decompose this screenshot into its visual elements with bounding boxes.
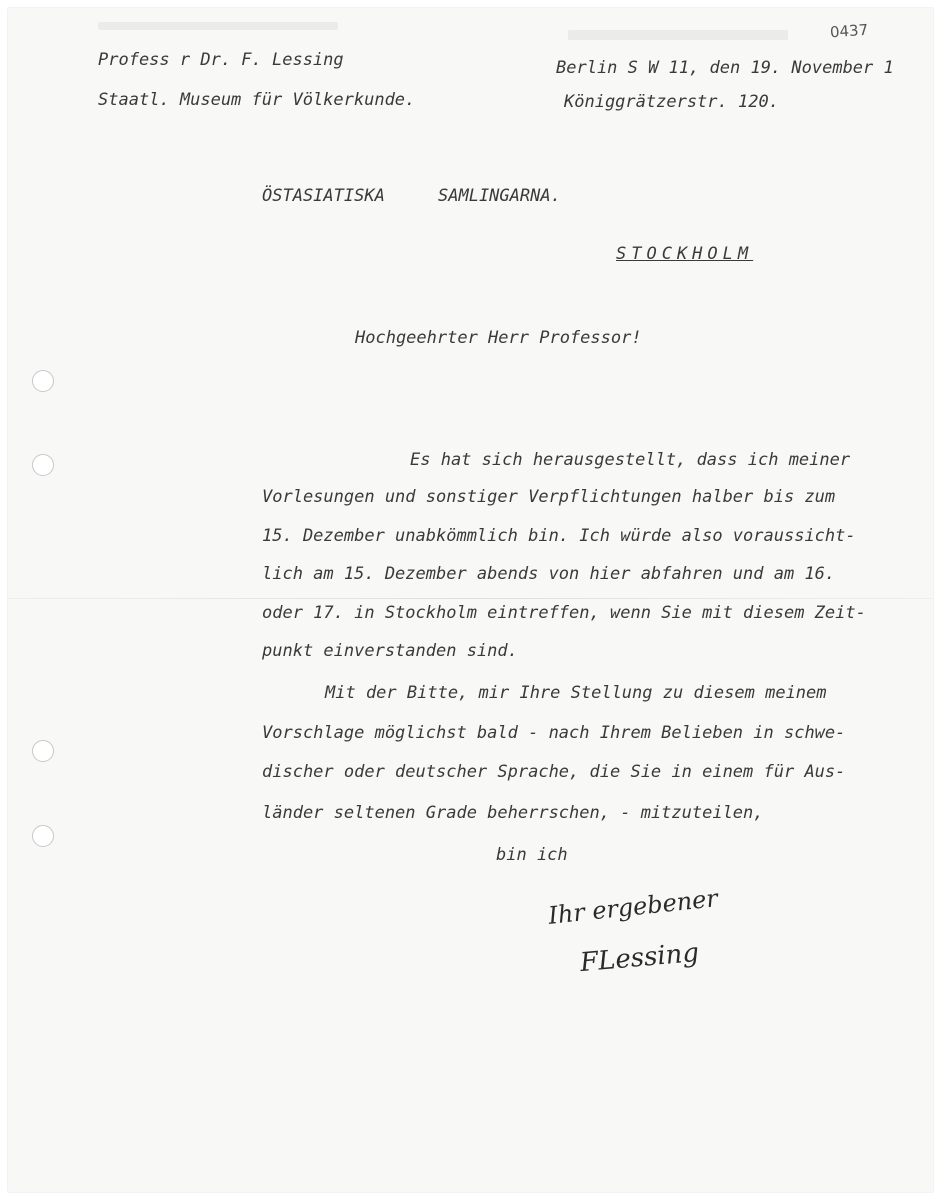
body-line: discher oder deutscher Sprache, die Sie in einem für Aus- [262, 762, 846, 782]
recipient-line-b: SAMLINGARNA. [438, 186, 561, 206]
body-line: 15. Dezember unabkömmlich bin. Ich würde also voraussicht- [262, 526, 856, 546]
recipient-city: STOCKHOLM [616, 244, 754, 264]
letterhead-institution: Staatl. Museum für Völkerkunde. [98, 90, 416, 110]
punch-hole [32, 825, 54, 847]
body-line: Mit der Bitte, mir Ihre Stellung zu diesem meinem [325, 683, 827, 703]
body-line: Vorschlage möglichst bald - nach Ihrem Belieben in schwe- [262, 723, 846, 743]
salutation: Hochgeehrter Herr Professor! [355, 328, 642, 348]
body-line: länder seltenen Grade beherrschen, - mitzuteilen, [262, 803, 764, 823]
recipient-line-a: ÖSTASIATISKA [262, 186, 385, 206]
letterhead-place-date: Berlin S W 11, den 19. November 1 [556, 58, 894, 78]
body-line: Vorlesungen und sonstiger Verpflichtungen halber bis zum [262, 487, 836, 507]
punch-hole [32, 740, 54, 762]
signature-closing: Ihr ergebener [547, 884, 719, 930]
letterhead-address: Königgrätzerstr. 120. [564, 92, 779, 112]
bleed-through [98, 22, 338, 30]
body-line: punkt einverstanden sind. [262, 641, 518, 661]
body-line: oder 17. in Stockholm eintreffen, wenn Sie mit diesem Zeit- [262, 603, 866, 623]
punch-hole [32, 454, 54, 476]
signature-name: FLessing [578, 937, 701, 979]
archive-number: 0437 [829, 20, 869, 42]
punch-hole [32, 370, 54, 392]
bleed-through [568, 30, 788, 40]
letter-page [8, 8, 933, 1192]
body-line: Es hat sich herausgestellt, dass ich meiner [410, 450, 851, 470]
fold-line [8, 598, 933, 599]
letterhead-name: Profess r Dr. F. Lessing [98, 50, 344, 70]
body-line: bin ich [496, 845, 568, 865]
body-line: lich am 15. Dezember abends von hier abfahren und am 16. [262, 564, 836, 584]
